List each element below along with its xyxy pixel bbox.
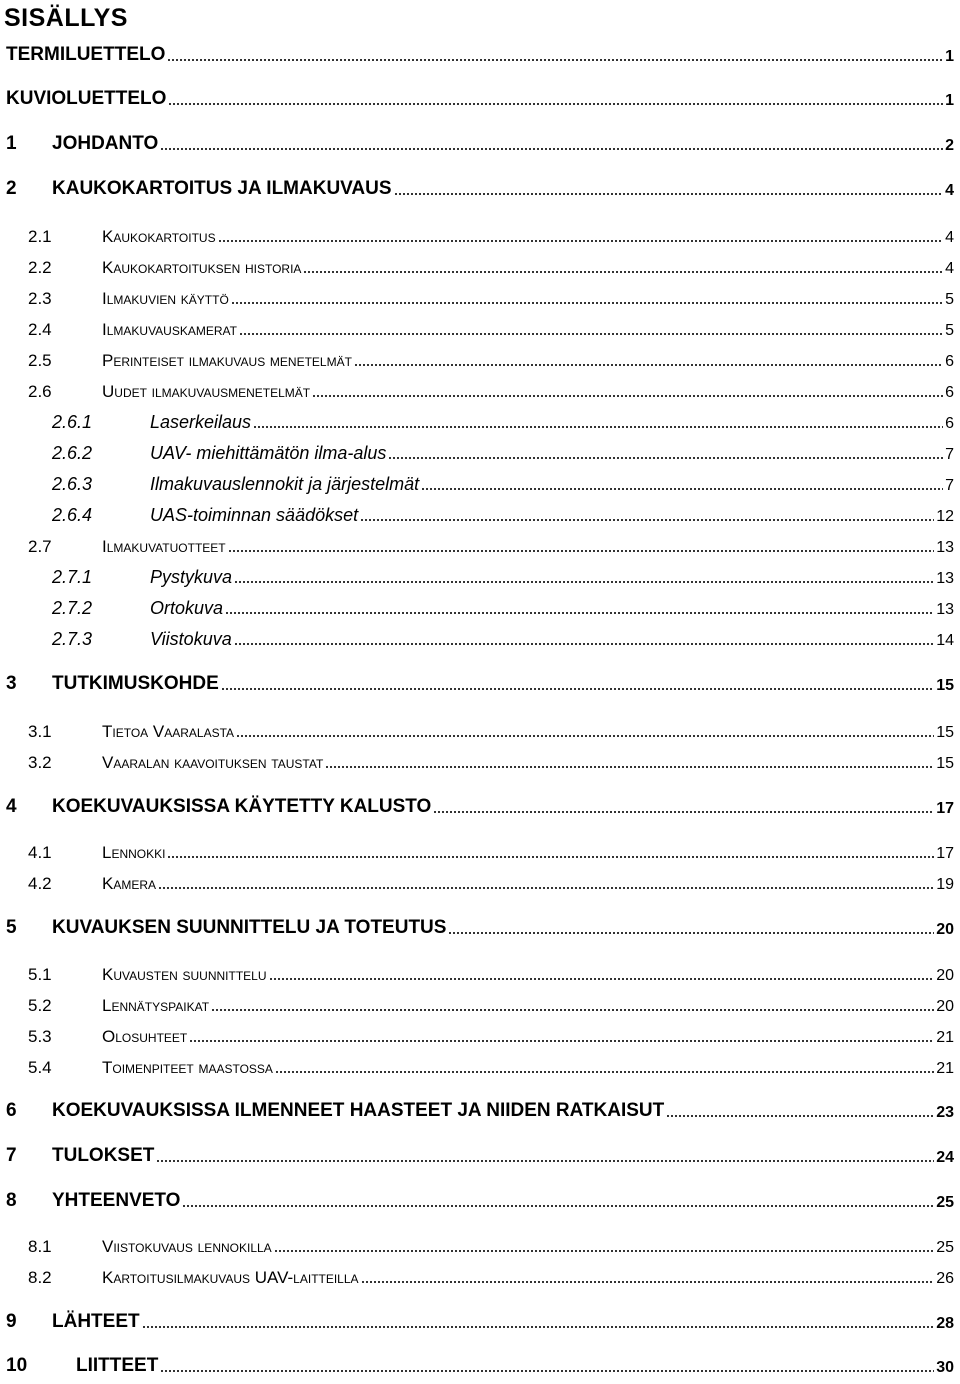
dot-leader xyxy=(239,333,943,335)
toc-entry-number: 2.7.2 xyxy=(52,598,93,618)
toc-entry[interactable] xyxy=(6,669,954,695)
toc-entry-number: 1 xyxy=(6,133,17,154)
dot-leader xyxy=(325,766,934,768)
toc-entry-title: Tietoa Vaaralasta xyxy=(102,722,235,741)
toc-entry[interactable] xyxy=(52,438,954,464)
dot-leader xyxy=(394,193,944,195)
toc-entry[interactable] xyxy=(28,345,954,371)
toc-entry-page: 13 xyxy=(936,570,954,587)
toc-entry-page: 30 xyxy=(936,1359,954,1376)
dot-leader xyxy=(234,581,934,583)
toc-entry[interactable] xyxy=(28,283,954,309)
dot-leader xyxy=(274,1250,935,1252)
toc-entry-title: Uudet ilmakuvausmenetelmät xyxy=(102,382,311,401)
toc-entry-title: JOHDANTO xyxy=(52,133,159,154)
dot-leader xyxy=(160,1370,934,1372)
toc-entry-number: 2.4 xyxy=(28,320,52,339)
toc-entry-page: 6 xyxy=(945,353,954,370)
toc-entry-number: 2.1 xyxy=(28,227,52,246)
toc-entry-title: KAUKOKARTOITUS JA ILMAKUVAUS xyxy=(52,178,392,199)
dot-leader xyxy=(448,932,934,934)
dot-leader xyxy=(156,1160,934,1162)
dot-leader xyxy=(182,1205,934,1207)
toc-entry[interactable] xyxy=(28,959,954,985)
toc-entry-page: 5 xyxy=(945,291,954,308)
toc-entry-number: 5.3 xyxy=(28,1027,52,1046)
dot-leader xyxy=(388,457,943,459)
toc-entry-number: 5.2 xyxy=(28,996,52,1015)
toc-entry-page: 6 xyxy=(945,415,954,432)
toc-entry-page: 20 xyxy=(936,967,954,984)
toc-entry-page: 26 xyxy=(936,1270,954,1287)
toc-entry-page: 2 xyxy=(945,137,954,154)
toc-entry-number: 2.7 xyxy=(28,537,52,556)
toc-entry[interactable] xyxy=(52,562,954,588)
toc-entry[interactable] xyxy=(6,84,954,110)
toc-entry-page: 21 xyxy=(936,1060,954,1077)
toc-entry-number: 5.1 xyxy=(28,965,52,984)
toc-entry-page: 1 xyxy=(945,92,954,109)
dot-leader xyxy=(433,811,934,813)
toc-entry[interactable] xyxy=(52,593,954,619)
toc-entry-page: 1 xyxy=(945,48,954,65)
toc-entry[interactable] xyxy=(28,868,954,894)
toc-entry-title: Lennätyspaikat xyxy=(102,996,210,1015)
toc-entry[interactable] xyxy=(28,376,954,402)
toc-entry[interactable] xyxy=(28,837,954,863)
toc-entry-number: 8.1 xyxy=(28,1237,52,1256)
dot-leader xyxy=(211,1009,934,1011)
toc-entry-title: Laserkeilaus xyxy=(150,412,252,432)
toc-entry-page: 21 xyxy=(936,1029,954,1046)
toc-entry-title: TUTKIMUSKOHDE xyxy=(52,673,219,694)
dot-leader xyxy=(360,519,934,521)
toc-entry[interactable] xyxy=(6,1141,954,1167)
toc-entry[interactable] xyxy=(6,129,954,155)
toc-entry[interactable] xyxy=(6,40,954,66)
toc-entry-page: 25 xyxy=(936,1194,954,1211)
toc-entry[interactable] xyxy=(28,531,954,557)
dot-leader xyxy=(253,426,943,428)
toc-entry-number: 2.2 xyxy=(28,258,52,277)
toc-entry-title: Lennokki xyxy=(102,843,166,862)
dot-leader xyxy=(167,59,943,61)
toc-entry[interactable] xyxy=(6,1096,954,1122)
toc-entry-page: 7 xyxy=(945,477,954,494)
toc-entry-page: 5 xyxy=(945,322,954,339)
toc-entry-title: Toimenpiteet maastossa xyxy=(102,1058,273,1077)
toc-entry-number: 2.3 xyxy=(28,289,52,308)
toc-entry-number: 4 xyxy=(6,796,17,817)
toc-entry[interactable] xyxy=(28,314,954,340)
toc-entry-title: LIITTEET xyxy=(76,1355,159,1376)
dot-leader xyxy=(168,103,943,105)
dot-leader xyxy=(160,148,943,150)
toc-entry-title: Kartoitusilmakuvaus UAV-laitteilla xyxy=(102,1268,359,1287)
dot-leader xyxy=(231,302,943,304)
toc-entry-page: 4 xyxy=(945,229,954,246)
toc-entry-number: 8 xyxy=(6,1190,17,1211)
toc-entry-title: LÄHTEET xyxy=(52,1311,140,1332)
toc-entry-page: 15 xyxy=(936,677,954,694)
toc-entry[interactable] xyxy=(6,792,954,818)
toc-entry-number: 2.7.3 xyxy=(52,629,93,649)
dot-leader xyxy=(312,395,943,397)
toc-entry-title: Kaukokartoitus xyxy=(102,227,216,246)
toc-entry[interactable] xyxy=(28,990,954,1016)
toc-entry[interactable] xyxy=(28,1052,954,1078)
toc-entry-title: KOEKUVAUKSISSA ILMENNEET HAASTEET JA NIIDEN RATKAISUT xyxy=(52,1100,665,1121)
toc-entry-number: 4.2 xyxy=(28,874,52,893)
toc-entry-number: 2.6.3 xyxy=(52,474,93,494)
toc-entry[interactable] xyxy=(28,1231,954,1257)
dot-leader xyxy=(228,550,935,552)
dot-leader xyxy=(167,856,934,858)
toc-entry[interactable] xyxy=(52,500,954,526)
toc-entry-number: 3 xyxy=(6,673,17,694)
toc-entry-page: 28 xyxy=(936,1315,954,1332)
page-title: SISÄLLYS xyxy=(4,4,128,32)
toc-entry-title: Kamera xyxy=(102,874,157,893)
toc-entry[interactable] xyxy=(6,1351,954,1377)
toc-entry-number: 7 xyxy=(6,1145,17,1166)
toc-entry-title: Kaukokartoituksen historia xyxy=(102,258,302,277)
dot-leader xyxy=(354,364,943,366)
toc-entry-number: 9 xyxy=(6,1311,17,1332)
dot-leader xyxy=(142,1326,935,1328)
toc-entry-title: YHTEENVETO xyxy=(52,1190,181,1211)
toc-entry-page: 4 xyxy=(945,260,954,277)
toc-entry-number: 8.2 xyxy=(28,1268,52,1287)
toc-entry-title: TERMILUETTELO xyxy=(6,44,166,65)
toc-entry-page: 15 xyxy=(936,724,954,741)
toc-entry-number: 2.6.2 xyxy=(52,443,93,463)
toc-entry-title: Ortokuva xyxy=(150,598,224,618)
toc-entry-title: Viistokuvaus lennokilla xyxy=(102,1237,272,1256)
toc-entry-page: 4 xyxy=(945,182,954,199)
toc-entry[interactable] xyxy=(52,624,954,650)
toc-entry[interactable] xyxy=(28,252,954,278)
toc-entry-title: Olosuhteet xyxy=(102,1027,188,1046)
toc-entry[interactable] xyxy=(52,469,954,495)
toc-entry-number: 5 xyxy=(6,917,17,938)
dot-leader xyxy=(269,978,935,980)
toc-entry-page: 23 xyxy=(936,1104,954,1121)
toc-entry[interactable] xyxy=(6,913,954,939)
dot-leader xyxy=(234,643,934,645)
toc-entry[interactable] xyxy=(28,716,954,742)
toc-entry-page: 25 xyxy=(936,1239,954,1256)
toc-entry-title: Kuvausten suunnittelu xyxy=(102,965,267,984)
toc-entry-number: 2.5 xyxy=(28,351,52,370)
toc-entry[interactable] xyxy=(28,221,954,247)
toc-entry-title: Perinteiset ilmakuvaus menetelmät xyxy=(102,351,352,370)
toc-entry[interactable] xyxy=(28,1021,954,1047)
toc-entry-page: 15 xyxy=(936,755,954,772)
toc-entry[interactable] xyxy=(6,1307,954,1333)
toc-entry-page: 13 xyxy=(936,539,954,556)
toc-entry-page: 19 xyxy=(936,876,954,893)
toc-entry-page: 24 xyxy=(936,1149,954,1166)
toc-entry-page: 13 xyxy=(936,601,954,618)
toc-entry-title: UAV- miehittämätön ilma-alus xyxy=(150,443,387,463)
toc-entry-title: Ilmakuvatuotteet xyxy=(102,537,226,556)
toc-entry-title: Pystykuva xyxy=(150,567,233,587)
toc-entry-page: 17 xyxy=(936,845,954,862)
toc-entry[interactable] xyxy=(28,747,954,773)
dot-leader xyxy=(225,612,934,614)
dot-leader xyxy=(236,735,934,737)
toc-entry-number: 2.6 xyxy=(28,382,52,401)
toc-entry[interactable] xyxy=(28,1262,954,1288)
toc-entry-number: 4.1 xyxy=(28,843,52,862)
toc-entry[interactable] xyxy=(6,1186,954,1212)
dot-leader xyxy=(666,1115,934,1117)
toc-entry-title: TULOKSET xyxy=(52,1145,155,1166)
toc-entry-number: 3.2 xyxy=(28,753,52,772)
dot-leader xyxy=(221,688,934,690)
toc-entry-title: Ilmakuvauslennokit ja järjestelmät xyxy=(150,474,420,494)
toc-entry-number: 3.1 xyxy=(28,722,52,741)
dot-leader xyxy=(361,1281,935,1283)
toc-entry-page: 20 xyxy=(936,998,954,1015)
toc-entry-title: Viistokuva xyxy=(150,629,232,649)
toc-entry-title: Ilmakuvien käyttö xyxy=(102,289,229,308)
toc-entry-page: 14 xyxy=(936,632,954,649)
toc-entry[interactable] xyxy=(6,174,954,200)
toc-entry-number: 2.7.1 xyxy=(52,567,93,587)
dot-leader xyxy=(189,1040,934,1042)
toc-entry-page: 17 xyxy=(936,800,954,817)
dot-leader xyxy=(303,271,943,273)
dot-leader xyxy=(275,1071,934,1073)
dot-leader xyxy=(158,887,934,889)
toc-entry-number: 5.4 xyxy=(28,1058,52,1077)
toc-entry-number: 2.6.1 xyxy=(52,412,93,432)
toc-entry-title: KOEKUVAUKSISSA KÄYTETTY KALUSTO xyxy=(52,796,432,817)
toc-entry-page: 12 xyxy=(936,508,954,525)
toc-entry-number: 2.6.4 xyxy=(52,505,93,525)
toc-entry-title: UAS-toiminnan säädökset xyxy=(150,505,359,525)
dot-leader xyxy=(421,488,943,490)
dot-leader xyxy=(218,240,944,242)
toc-entry-number: 10 xyxy=(6,1355,28,1376)
toc-entry-page: 20 xyxy=(936,921,954,938)
toc-entry-title: KUVAUKSEN SUUNNITTELU JA TOTEUTUS xyxy=(52,917,447,938)
toc-entry-title: KUVIOLUETTELO xyxy=(6,88,167,109)
toc-entry-page: 6 xyxy=(945,384,954,401)
toc-entry[interactable] xyxy=(52,407,954,433)
toc-entry-title: Vaaralan kaavoituksen taustat xyxy=(102,753,324,772)
toc-entry-page: 7 xyxy=(945,446,954,463)
toc-entry-number: 2 xyxy=(6,178,17,199)
toc-entry-number: 6 xyxy=(6,1100,17,1121)
toc-entry-title: Ilmakuvauskamerat xyxy=(102,320,237,339)
